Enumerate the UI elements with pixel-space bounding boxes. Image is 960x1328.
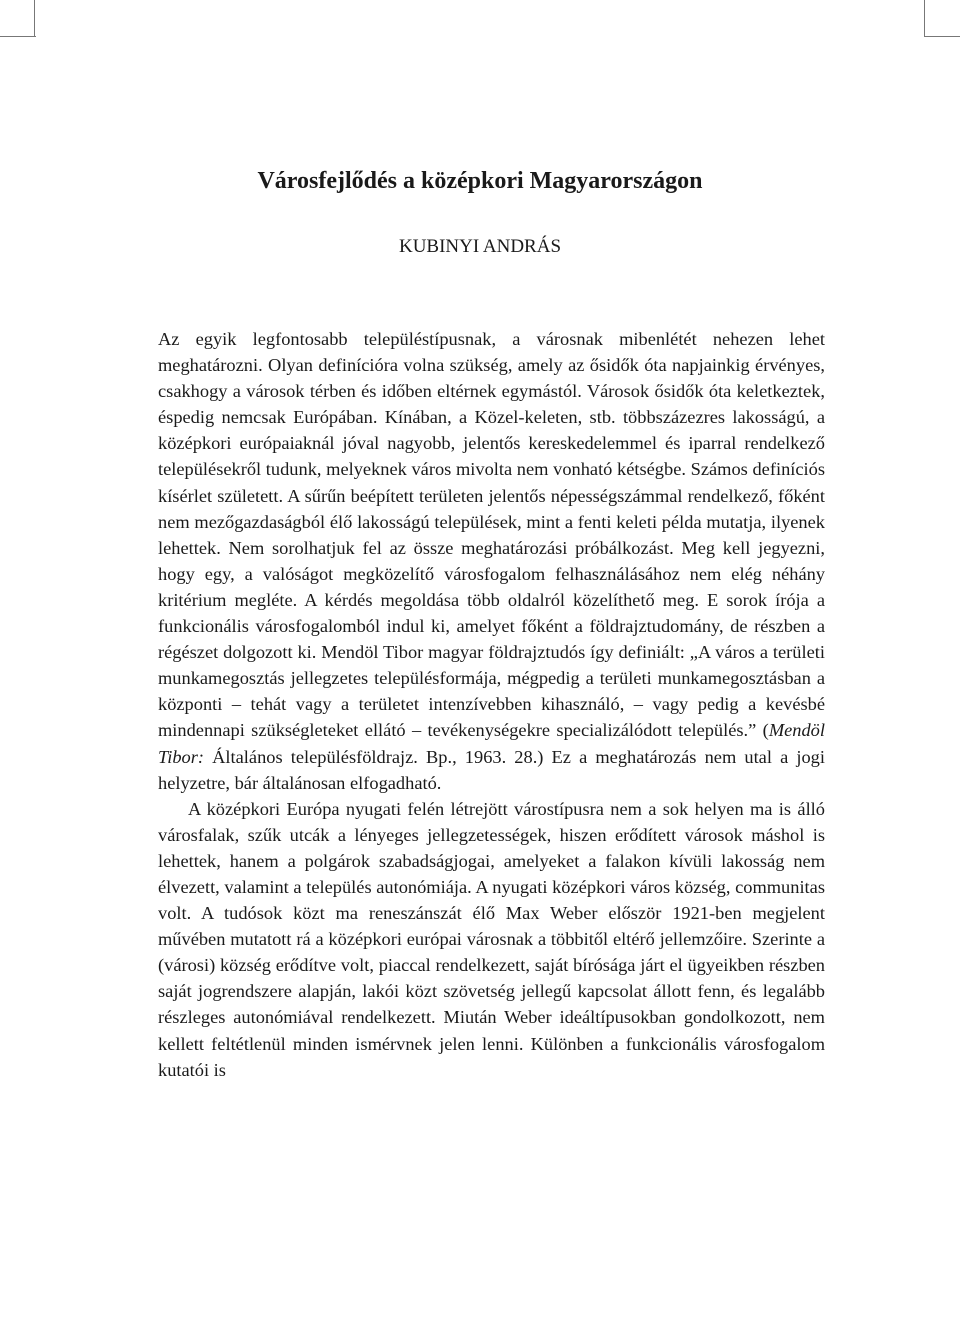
crop-mark-top-left xyxy=(34,0,35,36)
paragraph-1-text-cont: Általános településföldrajz. Bp., 1963. 28.) Ez a meghatározás nem utal a jogi helyzetre, bár általánosan elfogadható. xyxy=(158,746,825,793)
article-author: KUBINYI ANDRÁS xyxy=(398,236,562,257)
paragraph-1 xyxy=(158,326,825,796)
crop-mark-top-right xyxy=(924,0,925,36)
citation-author: Mendöl Tibor: xyxy=(158,720,825,767)
paragraph-2 xyxy=(158,796,825,1083)
article-body xyxy=(158,326,825,1083)
crop-mark-top-left-horizontal xyxy=(0,36,36,37)
paragraph-2-text: A középkori Európa nyugati felén létrejött várostípusra nem a sok helyen ma is álló városfalak, szűk utcák a lényeges jellegzetességek, hiszen erődített városok máshol is lehettek, hanem a polgárok szabadságjogai, amelyeket a falakon kívüli lakosság nem élvezett, valamint a település autonómiája. A nyugati középkori város község, communitas volt. A tudósok közt ma reneszánszát élő Max Weber először 1921-ben megjelent művében mutatott rá a középkori európai városnak a többitől eltérő jellemzőire. Szerinte a (városi) község erődítve volt, piaccal rendelkezett, saját bírósága járt el ügyeikben részben saját jogrendszere alapján, lakói közt szövetség jellegű kapcsolat állott fenn, és legalább részleges autonómiával rendelkezett. Miután Weber ideáltípusokban gondolkozott, nem kellett feltétlenül minden ismérvnek jelen lenni. Különben a funkcionális városfogalom kutatói is xyxy=(158,798,825,1080)
article-title: Városfejlődés a középkori Magyarországon xyxy=(257,168,703,194)
crop-mark-top-right-horizontal xyxy=(924,36,960,37)
paragraph-1-text: Az egyik legfontosabb településtípusnak, a városnak mibenlétét nehezen lehet meghatározni. Olyan definícióra volna szükség, amely az ősidők óta napjainkig érvényes, csakhogy a városok térben és időben eltérnek egymástól. Városok ősidők óta keletkeztek, éspedig nemcsak Európában. Kínában, a Közel-keleten, stb. többszázezres lakosságú, a középkori európaiaknál jóval nagyobb, jelentős kereskedelemmel és iparral rendelkező településekről tudunk, melyeknek város mivolta nem vonható kétségbe. Számos definíciós kísérlet született. A sűrűn beépített területen jelentős népességszámmal rendelkező, főként nem mezőgazdaságból élő lakosságú települések, mint a fenti keleti példa mutatja, ilyenek lehettek. Nem sorolhatjuk fel az össze meghatározási próbálkozást. Meg kell jegyezni, hogy egy, a valóságot megközelítő városfogalom felhasználásához nem elég néhány kritérium megléte. A kérdés megoldása több oldalról közelíthető meg. E sorok írója a funkcionális városfogalomból indul ki, amelyet főként a földrajztudomány, de részben a régészet dolgozott ki. Mendöl Tibor magyar földrajztudós így definiált: „A város a területi munkamegosztás jellegzetes településformája, mégpedig a területi munkamegosztásban a központi – tehát vagy a területet intenzívebben kihasználó, – vagy pedig a kevésbé mindennapi szükségleteket ellátó – tevékenységekre specializálódott település.” ( xyxy=(158,329,825,741)
